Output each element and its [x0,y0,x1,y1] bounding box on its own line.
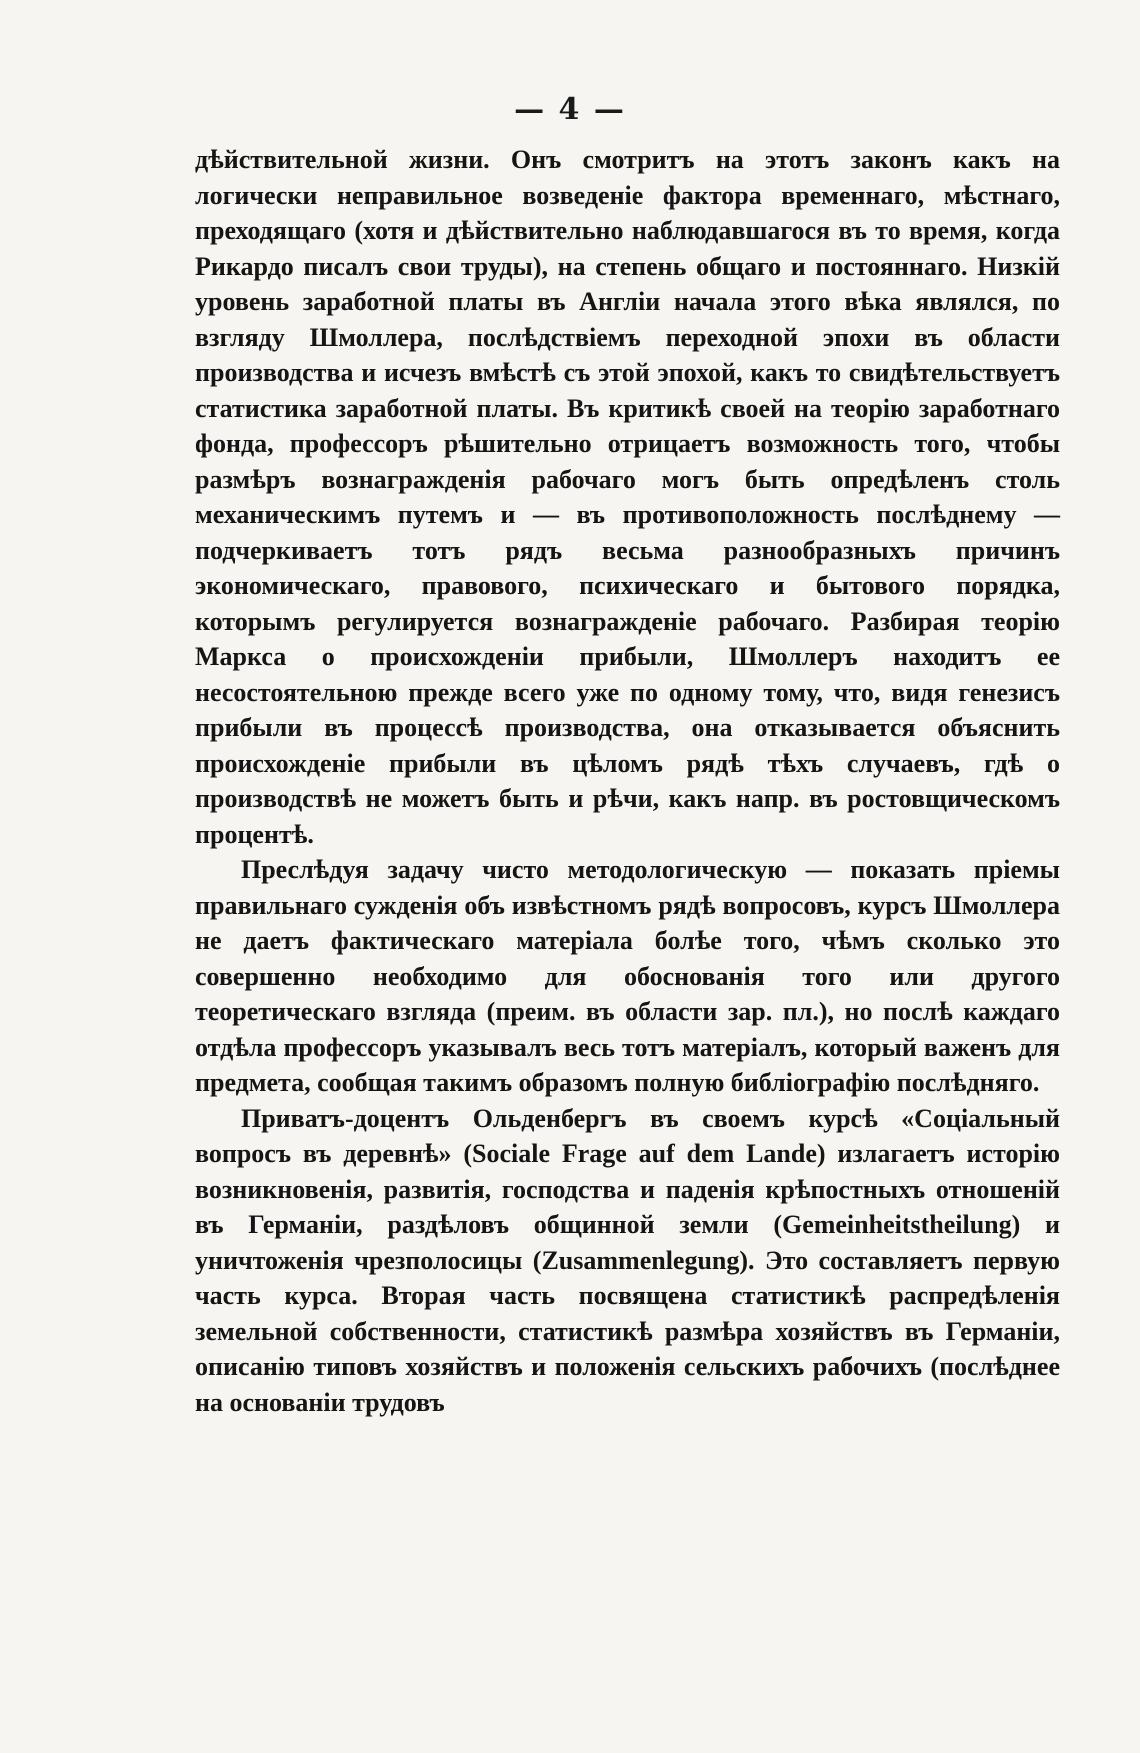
paragraph-1: дѣйствительной жизни. Онъ смотритъ на этотъ законъ какъ на логически неправильное возведеніе фактора временнаго, мѣстнаго, преходящаго (хотя и дѣйствительно наблюдавшагося въ то время, когда Рикардо писалъ свои труды), на степень общаго и постояннаго. Низкій уровень заработной платы въ Англіи начала этого вѣка являлся, по взгляду Шмоллера, послѣдствіемъ переходной эпохи въ области производства и исчезъ вмѣстѣ съ этой эпохой, какъ то свидѣтельствуетъ статистика заработной платы. Въ критикѣ своей на теорію заработнаго фонда, профессоръ рѣшительно отрицаетъ возможность того, чтобы размѣръ вознагражденія рабочаго могъ быть опредѣленъ столь механическимъ путемъ и — въ противоположность послѣднему — подчеркиваетъ тотъ рядъ весьма разнообразныхъ причинъ экономическаго, правового, психическаго и бытового порядка, которымъ регулируется вознагражденіе рабочаго. Разбирая теорію Маркса о происхожденіи прибыли, Шмоллеръ находитъ ее несостоятельною прежде всего уже по одному тому, что, видя генезисъ прибыли въ процессѣ производства, она отказывается объяснить происхожденіе прибыли въ цѣломъ рядѣ тѣхъ случаевъ, гдѣ о производствѣ не можетъ быть и рѣчи, какъ напр. въ ростовщическомъ процентѣ. [195,145,1060,849]
page-number: — 4 — [514,92,626,127]
paragraph-3: Приватъ-доцентъ Ольденбергъ въ своемъ курсѣ «Соціальный вопросъ въ деревнѣ» (Sociale Frage auf dem Lande) излагаетъ исторію возникновенія, развитія, господства и паденія крѣпостныхъ отношеній въ Германіи, раздѣловъ общинной земли (Gemeinheitstheilung) и уничтоженія чрезполосицы (Zusammenlegung). Это составляетъ первую часть курса. Вторая часть посвящена статистикѣ распредѣленія земельной собственности, статистикѣ размѣра хозяйствъ въ Германіи, описанію типовъ хозяйствъ и положенія сельскихъ рабочихъ (послѣднее на основаніи трудовъ [195,1103,1060,1417]
paragraph-2: Преслѣдуя задачу чисто методологическую — показать пріемы правильнаго сужденія объ извѣстномъ рядѣ вопросовъ, курсъ Шмоллера не даетъ фактическаго матеріала болѣе того, чѣмъ сколько это совершенно необходимо для обоснованія того или другого теоретическаго взгляда (преим. въ области зар. пл.), но послѣ каждаго отдѣла профессоръ указывалъ весь тотъ матеріалъ, который важенъ для предмета, сообщая такимъ образомъ полную библіографію послѣдняго. [195,855,1060,1097]
body-text [195,142,1060,1420]
